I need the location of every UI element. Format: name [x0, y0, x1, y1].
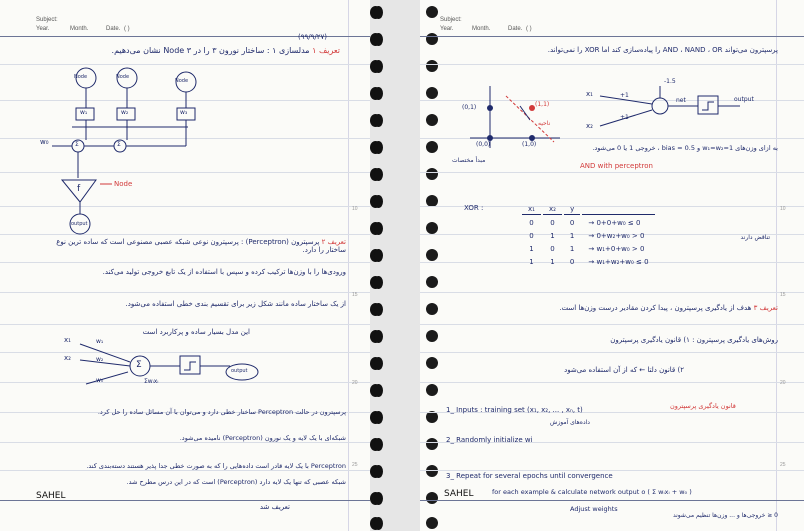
perc-x2: x₂ — [64, 354, 71, 362]
table-row — [522, 217, 655, 228]
xor-table — [520, 202, 657, 269]
right-perc-net: net — [676, 97, 686, 104]
left-signature: SAHEL — [36, 491, 66, 501]
right-perc-x1: x₁ — [586, 90, 593, 98]
node-pointer-label: Node — [114, 180, 133, 188]
header-month: Month. — [70, 26, 89, 32]
left-footer-note: تعریف شد — [259, 503, 290, 511]
right-perc-bias: -1.5 — [664, 78, 676, 85]
xor-label: XOR : — [464, 204, 484, 212]
perceptron-def-label: تعریف ۲ — [321, 238, 346, 246]
input-node-3-label: Node — [175, 78, 189, 84]
step-2: 2_ Randomly initialize wi — [446, 436, 533, 444]
input-node-1-label: Node — [74, 74, 88, 80]
perc-w0: w₀ — [96, 377, 104, 384]
weight-1-label: w₁ — [80, 109, 88, 116]
right-page: Subject: Year. Month. Date. ( ) 10 15 20 25 پرسپترون می‌تواند AND ، NAND ، OR را پیاده‌سازی کند اما XOR را نمی‌تواند. (0,1) (1,1) (1,0) (0,0) ناحیه مبدأ مختصات x₁ x₂ +1 +1 -1.5 net output به ازای وزن‌های w₁=w₂=1 و bias = 0.5 ، خروجی 1 یا 0 می‌شود. AND with perceptron XOR : x₁ x₂ y 0 0 0 → 0+0+w₀ ≤ 0 0 1 1 → 0+w₂+w₀ > 0 1 0 1 → w₁+0+w₀ > 0 1 1 0 → w₁+w₂+w₀ ≤ 0 تناقض دارند تعریف ۳ هدف از یادگیری پرسپترون ، پیدا کردن مقادیر درست وزن‌ها است. روش‌های یادگیری پرسپترون : ۱) قانون یادگیری پرسپترون ۲) قانون دلتا ← که از آن استفاده می‌شود 1_ Inputs : training set (x₁, x₂, ... , xₙ, t) قانون یادگیری پرسپترون داده‌های آموزش 2_ Randomly initialize wi 3_ Repeat for several epochs until convergence for each example & calculate network output o ( Σ wᵢxᵢ + w₀ ) Adjust weights 0 ≤ خروجی‌ها و ... وزن‌ها تنظیم می‌شوند SAHEL — [420, 0, 804, 531]
right-header-year: Year. — [440, 26, 454, 32]
xor-cell: 0 — [550, 218, 555, 227]
notes-line-8: شبکه عصبی که تنها یک لایه دارد (Perceptron) است که در این درس مطرح شد. — [126, 478, 346, 486]
right-header-date: Date. — [508, 26, 523, 32]
and-caption: AND with perceptron — [580, 162, 653, 170]
perc-x1: x₁ — [64, 336, 71, 344]
left-title-text: مدلسازی ۱ : ساختار نورون ۳ را در ۳ Node نشان می‌دهیم. — [111, 46, 310, 55]
input-node-2-label: Node — [116, 74, 130, 80]
right-def-label: تعریف ۳ — [753, 304, 778, 312]
header-date: Date. — [106, 26, 121, 32]
region-label: ناحیه — [538, 120, 551, 127]
table-row — [522, 243, 655, 254]
right-perc-w2: +1 — [620, 114, 629, 121]
xor-rule: → 0+0+w₀ ≤ 0 — [588, 218, 641, 227]
left-date-stamp: (۹۹/۹/۲۷) — [298, 33, 327, 41]
spiral-binding — [370, 0, 420, 531]
xor-rule: → w₁+w₂+w₀ ≤ 0 — [588, 257, 649, 266]
xor-head-x1: x₁ — [522, 204, 541, 215]
right-perc-x2: x₂ — [586, 122, 593, 130]
perc-w2: w₂ — [96, 356, 104, 363]
xor-cell: 1 — [569, 231, 575, 240]
xor-cell: 1 — [529, 244, 534, 253]
table-row — [522, 230, 655, 241]
step-3: 3_ Repeat for several epochs until convergence — [446, 472, 613, 480]
weight-2-label: w₂ — [121, 109, 129, 116]
xor-cell: 0 — [569, 257, 575, 266]
step-1: 1_ Inputs : training set (x₁, x₂, ... , xₙ, t) — [446, 406, 583, 414]
perceptron-def-text: پرسپترون (Perceptron) : پرسپترون نوعی شبکه عصبی مصنوعی است که ساده ترین نوع ساختار را دارد. — [56, 238, 346, 254]
step-1-sub: داده‌های آموزش — [550, 419, 590, 426]
step-3-note: 0 ≤ خروجی‌ها و ... وزن‌ها تنظیم می‌شوند — [672, 512, 778, 519]
notes-line-2: ورودی‌ها را با وزن‌ها ترکیب کرده و سپس با استفاده از یک تابع خروجی تولید می‌کند. — [102, 268, 346, 276]
step-1-note: قانون یادگیری پرسپترون — [670, 402, 736, 410]
right-perc-w1: +1 — [620, 92, 629, 99]
notes-line-3: از یک ساختار ساده مانند شکل زیر برای تقسیم بندی خطی استفاده می‌شود. — [125, 300, 346, 308]
xor-cell: 1 — [529, 257, 534, 266]
xor-cell: 0 — [550, 244, 555, 253]
xor-cell: 1 — [550, 257, 555, 266]
table-row — [522, 256, 655, 267]
perc-sum-symbol: Σ — [136, 360, 142, 370]
activation-label: f — [77, 184, 81, 194]
xor-contradiction-note: تناقض دارند — [740, 234, 770, 241]
xor-cell: 0 — [529, 231, 534, 240]
point-origin: (0,0) — [476, 141, 491, 148]
point-0-1: (0,1) — [462, 104, 477, 111]
left-page: Subject: Year. Month. Date. ( ) 10 15 20 25 (۹۹/۹/۲۷) تعریف ۱ مدلسازی ۱ : ساختار نورون ۳ را در ۳ Node نشان می‌دهیم. Node Node Node w₁ w₂ w₃ w₀ Σ Σ f Node output تعریف ۲ پرسپترون (Perceptron) : پرسپترون نوعی شبکه عصبی مصنوعی است که ساده ترین نوع ساختار را دارد. ورودی‌ها را با وزن‌ها ترکیب کرده و سپس با استفاده از یک تابع خروجی تولید می‌کند. از یک ساختار ساده مانند شکل زیر برای تقسیم بندی خطی استفاده می‌شود. این مدل بسیار ساده و پرکاربرد است x₁ x₂ w₁ w₂ w₀ Σ Σwᵢxᵢ output پرسپترون در حالت Perceptron ساختار خطی دارد و می‌توان با آن مسائل ساده را حل کرد. شبکه‌ای با یک لایه و یک نورون (Perceptron) نامیده می‌شود. Perceptron با یک لایه قادر است داده‌هایی را که به صورت خطی جدا پذیر هستند دسته‌بندی کند. شبکه عصبی که تنها یک لایه دارد (Perceptron) است که در این درس مطرح شد. SAHEL تعریف شد — [0, 0, 370, 531]
right-def-text: هدف از یادگیری پرسپترون ، پیدا کردن مقادیر درست وزن‌ها است. — [559, 304, 752, 312]
learning-rules-line-2: ۲) قانون دلتا ← که از آن استفاده می‌شود — [564, 366, 684, 374]
xor-cell: 0 — [569, 218, 575, 227]
xor-rule: → 0+w₂+w₀ > 0 — [588, 231, 645, 240]
xor-cell: 0 — [529, 218, 534, 227]
right-header-subject: Subject: — [440, 17, 462, 23]
xor-cell: 1 — [550, 231, 555, 240]
point-1-1: (1,1) — [535, 101, 550, 108]
sum-node-1: Σ — [75, 141, 79, 148]
notes-line-7: Perceptron با یک لایه قادر است داده‌هایی را که به صورت خطی جدا پذیر هستند دسته‌بندی کند. — [86, 462, 346, 470]
notes-line-4: این مدل بسیار ساده و پرکاربرد است — [142, 328, 250, 336]
right-header-month: Month. — [472, 26, 491, 32]
header-year: Year. — [36, 26, 50, 32]
xor-head-y: y — [564, 204, 580, 215]
header-date-paren: ( ) — [124, 26, 130, 32]
perc-sum-label: Σwᵢxᵢ — [144, 378, 159, 385]
point-1-0: (1,0) — [522, 141, 537, 148]
header-subject: Subject: — [36, 17, 58, 23]
learning-rules-line: روش‌های یادگیری پرسپترون : ۱) قانون یادگیری پرسپترون — [610, 336, 778, 344]
weight-3-label: w₃ — [180, 109, 188, 116]
right-definition — [478, 304, 778, 312]
left-def-label: تعریف ۱ — [312, 46, 340, 55]
bias-explanation: به ازای وزن‌های w₁=w₂=1 و bias = 0.5 ، خروجی 1 یا 0 می‌شود. — [592, 144, 778, 152]
right-perc-output: output — [734, 96, 754, 103]
perc-output-label: output — [231, 368, 248, 374]
xor-head-x2: x₂ — [543, 204, 562, 215]
output-node-label: output — [71, 221, 88, 227]
xor-rule: → w₁+0+w₀ > 0 — [588, 244, 645, 253]
step-3-adjust: Adjust weights — [570, 505, 618, 513]
xor-cell: 1 — [569, 244, 575, 253]
right-title: پرسپترون می‌تواند AND ، NAND ، OR را پیاده‌سازی کند اما XOR را نمی‌تواند. — [547, 46, 778, 54]
notes-line-5: پرسپترون در حالت Perceptron ساختار خطی دارد و می‌توان با آن مسائل ساده را حل کرد. — [97, 408, 346, 416]
origin-label: مبدأ مختصات — [452, 157, 486, 164]
bias-label: w₀ — [40, 138, 49, 146]
step-3-detail: for each example & calculate network output o ( Σ wᵢxᵢ + w₀ ) — [492, 488, 692, 496]
right-signature: SAHEL — [444, 489, 474, 499]
perceptron-diagram — [0, 0, 370, 531]
sum-node-2: Σ — [117, 141, 121, 148]
perc-w1: w₁ — [96, 338, 104, 345]
notes-line-6: شبکه‌ای با یک لایه و یک نورون (Perceptron) نامیده می‌شود. — [179, 434, 346, 442]
right-header-date-paren: ( ) — [526, 26, 532, 32]
